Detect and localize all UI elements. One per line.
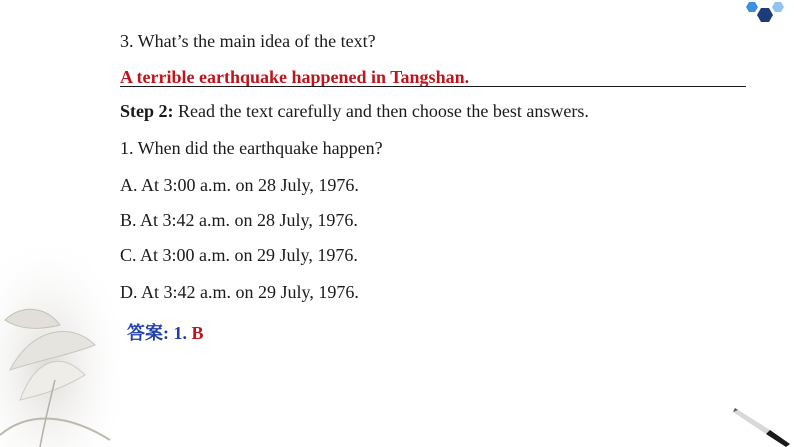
- step-2-text: Read the text carefully and then choose the best answers.: [173, 101, 589, 121]
- question-3: 3. What’s the main idea of the text?: [120, 31, 376, 51]
- option-b: B. At 3:42 a.m. on 28 July, 1976.: [120, 210, 358, 230]
- option-a: A. At 3:00 a.m. on 28 July, 1976.: [120, 175, 359, 195]
- step-2-label: Step 2:: [120, 101, 174, 121]
- answer-key-letter: B: [187, 323, 204, 343]
- answer-key-number: 1.: [169, 323, 187, 343]
- step-2-instruction: [120, 100, 589, 122]
- calligraphy-brush-icon: [730, 400, 794, 447]
- question-3-answer: A terrible earthquake happened in Tangshan.: [120, 67, 470, 87]
- option-d: D. At 3:42 a.m. on 29 July, 1976.: [120, 282, 359, 302]
- option-c: C. At 3:00 a.m. on 29 July, 1976.: [120, 245, 358, 265]
- lotus-ink-painting: [0, 250, 120, 447]
- answer-underline: [120, 86, 746, 87]
- answer-key: [127, 322, 204, 344]
- hexagon-cluster-icon: [740, 0, 794, 30]
- answer-key-label: 答案:: [127, 323, 169, 343]
- question-1: 1. When did the earthquake happen?: [120, 138, 383, 158]
